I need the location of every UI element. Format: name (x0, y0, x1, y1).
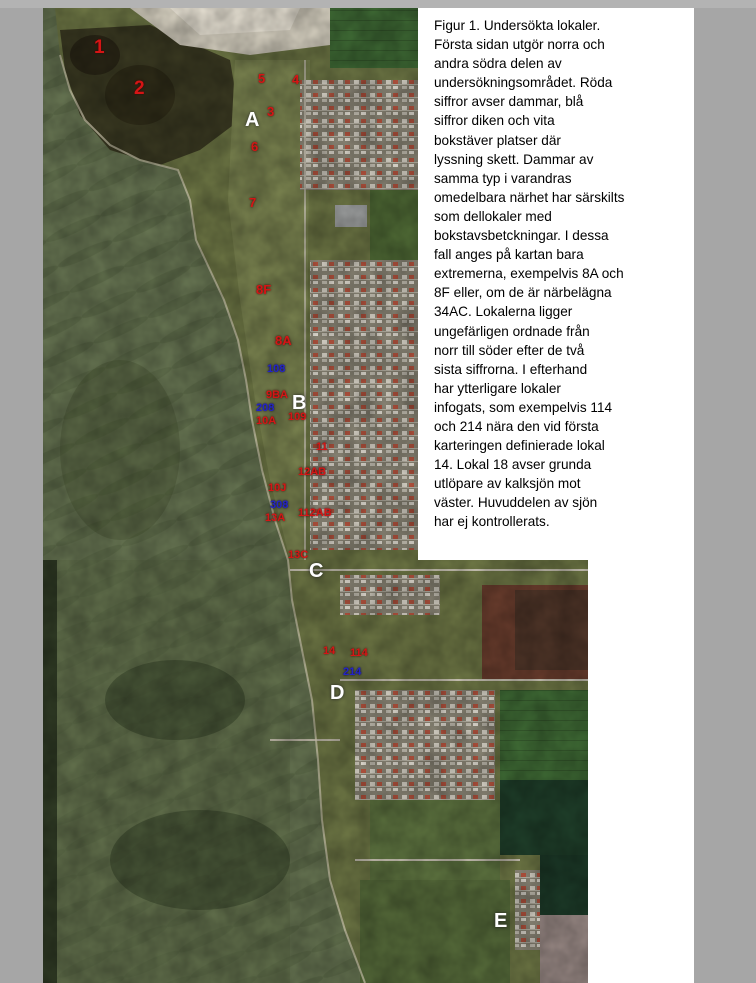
pond-label-7: 7 (249, 195, 257, 210)
caption-line: siffror avser dammar, blå (434, 94, 584, 110)
pond-label-13C: 13C (288, 549, 309, 561)
caption-line: 34AC. Lokalerna ligger (434, 304, 573, 320)
caption-line: har ytterligare lokaler (434, 380, 561, 396)
ditch-label-108: 108 (267, 363, 286, 375)
caption-line: Figur 1. Undersökta lokaler. (434, 18, 601, 33)
caption-line: ungefärligen ordnade från (434, 323, 590, 339)
caption-line: 14. Lokal 18 avser grunda (434, 457, 592, 473)
ditch-label-308: 308 (270, 499, 289, 511)
caption-line: väster. Huvuddelen av sjön (434, 495, 598, 511)
pond-label-8A: 8A (275, 333, 292, 348)
site-label-D: D (330, 682, 345, 704)
caption-line: andra södra delen av (434, 56, 562, 72)
pond-label-10A: 10A (256, 415, 277, 427)
site-label-B: B (292, 392, 307, 414)
caption-line: extremerna, exempelvis 8A och (434, 266, 624, 282)
caption-line: som dellokaler med (434, 208, 552, 224)
caption-line: karteringen definierade lokal (434, 438, 605, 454)
pond-label-6: 6 (251, 139, 259, 154)
caption-line: 8F eller, om de är närbelägna (434, 285, 612, 301)
pond-label-3: 3 (267, 104, 275, 119)
pond-label-10J: 10J (268, 482, 287, 494)
caption-line: samma typ i varandras (434, 170, 572, 186)
pond-label-13A: 13A (265, 512, 286, 524)
site-label-C: C (309, 560, 324, 582)
caption-line: har ej kontrollerats. (434, 514, 550, 530)
caption-line: undersökningsområdet. Röda (434, 75, 613, 91)
ditch-label-214: 214 (343, 666, 362, 678)
caption-line: siffror diken och vita (434, 113, 555, 129)
caption-line: bokstäver platser där (434, 132, 561, 148)
pond-label-2: 2 (134, 78, 145, 99)
pond-label-112AB: 112AB (298, 507, 332, 519)
pond-label-12AB: 12AB (298, 466, 327, 478)
pond-label-109: 109 (288, 411, 307, 423)
caption-line: norr till söder efter de två (434, 342, 585, 358)
caption-line: infogats, som exempelvis 114 (434, 399, 613, 415)
pond-label-5: 5 (258, 71, 266, 86)
pond-label-1: 1 (94, 37, 105, 58)
figure-caption (434, 16, 664, 532)
pond-label-114: 114 (350, 647, 368, 659)
caption-line: lyssning skett. Dammar av (434, 151, 594, 167)
site-label-A: A (245, 109, 260, 131)
pond-label-8F: 8F (256, 282, 272, 297)
pond-label-14: 14 (323, 645, 336, 657)
caption-line: omedelbara närhet har särskilts (434, 189, 625, 205)
caption-line: utlöpare av kalksjön mot (434, 476, 581, 492)
site-label-E: E (494, 910, 508, 932)
pond-label-9BA: 9BA (266, 389, 289, 401)
caption-line: sista siffrorna. I efterhand (434, 361, 588, 377)
caption-line: Första sidan utgör norra och (434, 37, 605, 53)
caption-line: bokstavsbetckningar. I dessa (434, 228, 609, 244)
pond-label-11: 11 (316, 441, 328, 453)
caption-line: och 214 nära den vid första (434, 418, 599, 434)
caption-line: fall anges på kartan bara (434, 247, 584, 263)
pond-label-4: 4 (292, 72, 300, 87)
ditch-label-208: 208 (256, 402, 275, 414)
